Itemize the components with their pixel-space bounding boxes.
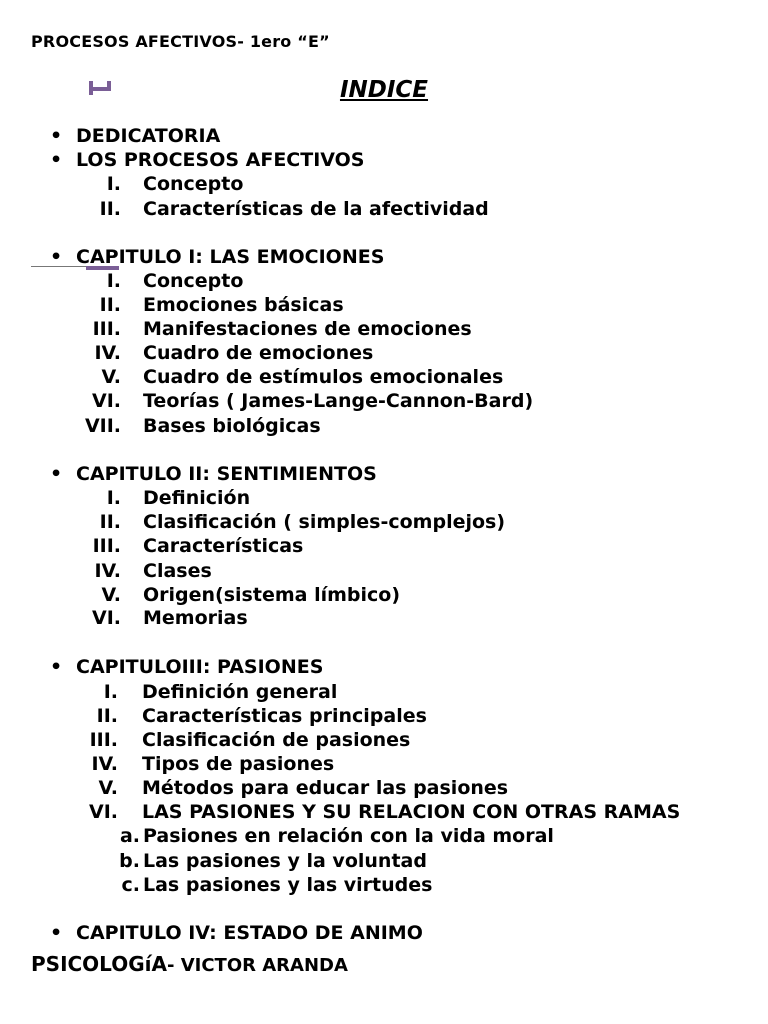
bullet-icon: • <box>50 922 63 944</box>
toc-subitem: Las pasiones y la voluntad <box>143 850 427 872</box>
toc-chapter-2: CAPITULO II: SENTIMIENTOS <box>76 463 377 485</box>
toc-item-number: III. <box>92 535 121 557</box>
toc-item-number: II. <box>99 294 121 316</box>
toc-item-number: I. <box>106 270 121 292</box>
toc-subitem: Las pasiones y las virtudes <box>143 874 433 896</box>
toc-item: Clases <box>143 560 212 582</box>
footer-subject: PSICOLOGíA <box>31 952 167 976</box>
toc-item: Métodos para educar las pasiones <box>142 777 509 799</box>
toc-item: Manifestaciones de emociones <box>143 318 472 340</box>
toc-item: Bases biológicas <box>143 415 321 437</box>
toc-item-number: II. <box>99 198 121 220</box>
document-footer <box>31 952 348 976</box>
toc-item-number: VI. <box>89 801 118 823</box>
toc-subitem-letter: c. <box>121 874 140 896</box>
toc-item: Cuadro de estímulos emocionales <box>143 366 504 388</box>
bullet-icon: • <box>50 246 63 268</box>
toc-item-number: II. <box>99 511 121 533</box>
toc-item-number: VI. <box>92 390 121 412</box>
toc-item: Características principales <box>142 705 427 727</box>
bullet-icon: • <box>50 149 63 171</box>
document-header: PROCESOS AFECTIVOS- 1ero “E” <box>31 32 330 51</box>
toc-item: LAS PASIONES Y SU RELACION CON OTRAS RAMAS <box>142 801 681 823</box>
toc-item-number: I. <box>106 173 121 195</box>
toc-item: Teorías ( James-Lange-Cannon-Bard) <box>143 390 534 412</box>
bullet-icon: • <box>50 656 63 678</box>
toc-item: Clasificación de pasiones <box>142 729 411 751</box>
toc-item-number: V. <box>101 366 121 388</box>
toc-item: Definición <box>143 487 251 509</box>
toc-item-number: V. <box>98 777 118 799</box>
toc-item: Características de la afectividad <box>143 198 489 220</box>
toc-subitem-letter: b. <box>119 850 140 872</box>
toc-chapter-3: CAPITULOIII: PASIONES <box>76 656 324 678</box>
toc-chapter-4: CAPITULO IV: ESTADO DE ANIMO <box>76 922 423 944</box>
footer-author: - VICTOR ARANDA <box>166 955 348 976</box>
toc-item-number: IV. <box>94 560 121 582</box>
toc-item-number: IV. <box>94 342 121 364</box>
toc-item-number: I. <box>106 487 121 509</box>
toc-section-procesos: LOS PROCESOS AFECTIVOS <box>76 149 365 171</box>
toc-item: Definición general <box>142 681 338 703</box>
toc-item: Clasificación ( simples-complejos) <box>143 511 506 533</box>
toc-item: Emociones básicas <box>143 294 344 316</box>
bullet-icon: • <box>50 125 63 147</box>
toc-item-number: V. <box>101 584 121 606</box>
toc-item: Concepto <box>143 270 244 292</box>
toc-item: Características <box>143 535 304 557</box>
toc-item: Origen(sistema límbico) <box>143 584 401 606</box>
toc-item-number: III. <box>92 318 121 340</box>
toc-item: Memorias <box>143 607 248 629</box>
toc-item: Cuadro de emociones <box>143 342 374 364</box>
toc-subitem: Pasiones en relación con la vida moral <box>143 825 554 847</box>
index-title: INDICE <box>339 77 429 103</box>
toc-item-number: IV. <box>91 753 118 775</box>
toc-item-number: III. <box>89 729 118 751</box>
toc-entry-dedicatoria: DEDICATORIA <box>76 125 221 147</box>
toc-item-number: II. <box>96 705 118 727</box>
toc-item-number: I. <box>103 681 118 703</box>
toc-item: Concepto <box>143 173 244 195</box>
toc-item: Tipos de pasiones <box>142 753 335 775</box>
toc-item-number: VI. <box>92 607 121 629</box>
toc-chapter-1: CAPITULO I: LAS EMOCIONES <box>76 246 385 268</box>
bullet-icon: • <box>50 463 63 485</box>
toc-subitem-letter: a. <box>119 825 140 847</box>
toc-item-number: VII. <box>84 415 121 437</box>
